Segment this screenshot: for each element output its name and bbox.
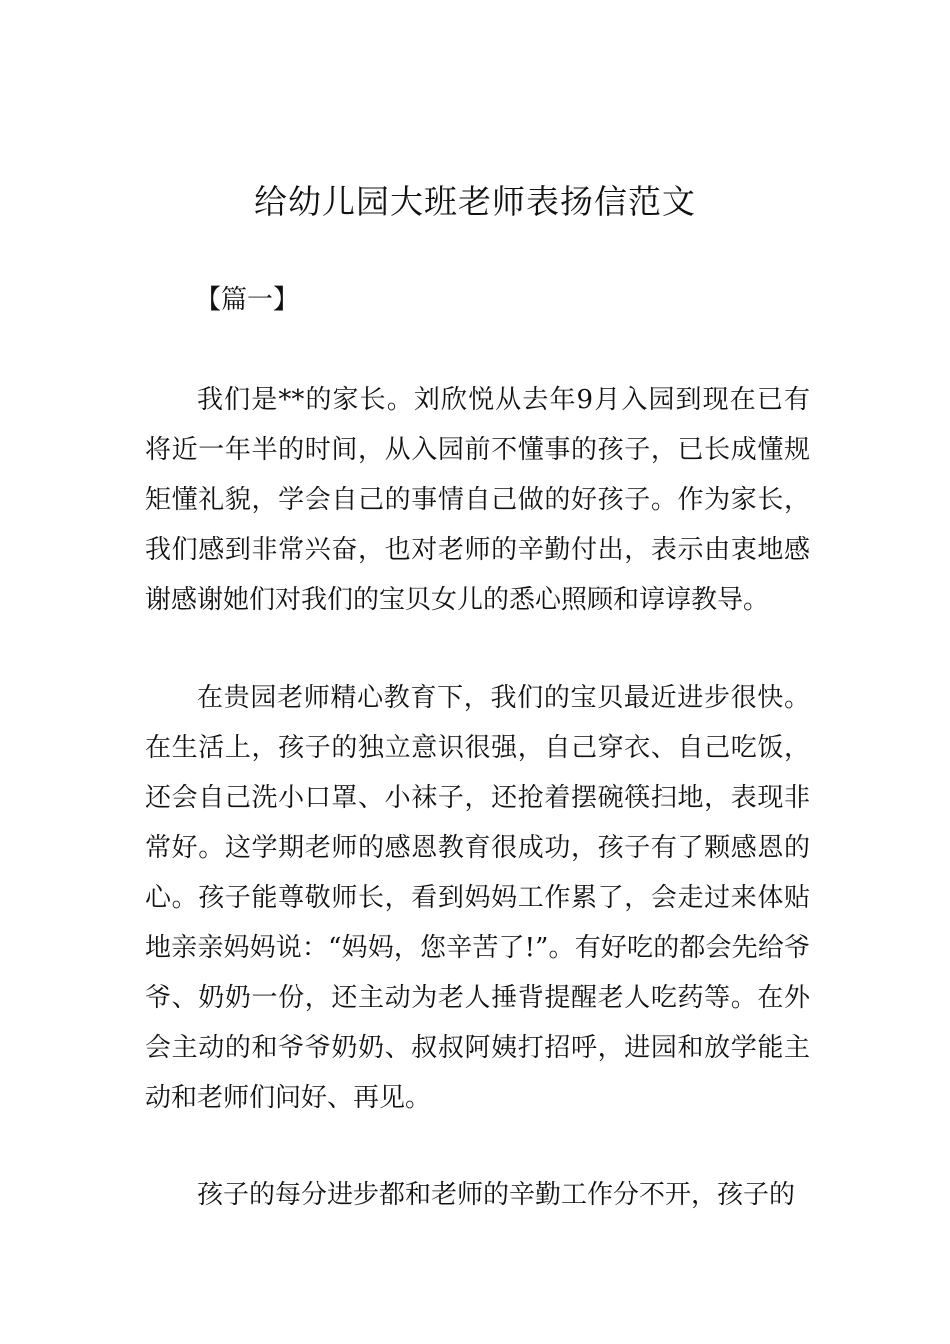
section-label: 【篇一】 [195,285,300,315]
paragraph-3: 孩子的每分进步都和老师的辛勤工作分不开，孩子的 [197,1180,796,1210]
paragraph-2: 在贵园老师精心教育下，我们的宝贝最近进步很快。在生活上，孩子的独立意识很强，自己穿衣、自己吃饭，还会自己洗小口罩、小袜子，还抢着摆碗筷扫地，表现非常好。这学期老师的感恩教育很成功，孩子有了颗感恩的心。孩子能尊敬师长，看到妈妈工作累了，会走过来体贴地亲亲妈妈说：“妈妈，您辛苦了!”。有好吃的都会先给爷爷、奶奶一份，还主动为老人捶背提醒老人吃药等。在外会主动的和爷爷奶奶、叔叔阿姨打招呼，进园和放学能主动和老师们问好、再见。 [145,683,810,1113]
paragraph-1: 我们是**的家长。刘欣悦从去年9月入园到现在已有将近一年半的时间，从入园前不懂事的孩子，已长成懂规矩懂礼貌，学会自己的事情自己做的好孩子。作为家长，我们感到非常兴奋，也对老师的辛勤付出，表示由衷地感谢感谢她们对我们的宝贝女儿的悉心照顾和谆谆教导。 [145,385,810,615]
document-title: 给幼儿园大班老师表扬信范文 [254,182,696,221]
